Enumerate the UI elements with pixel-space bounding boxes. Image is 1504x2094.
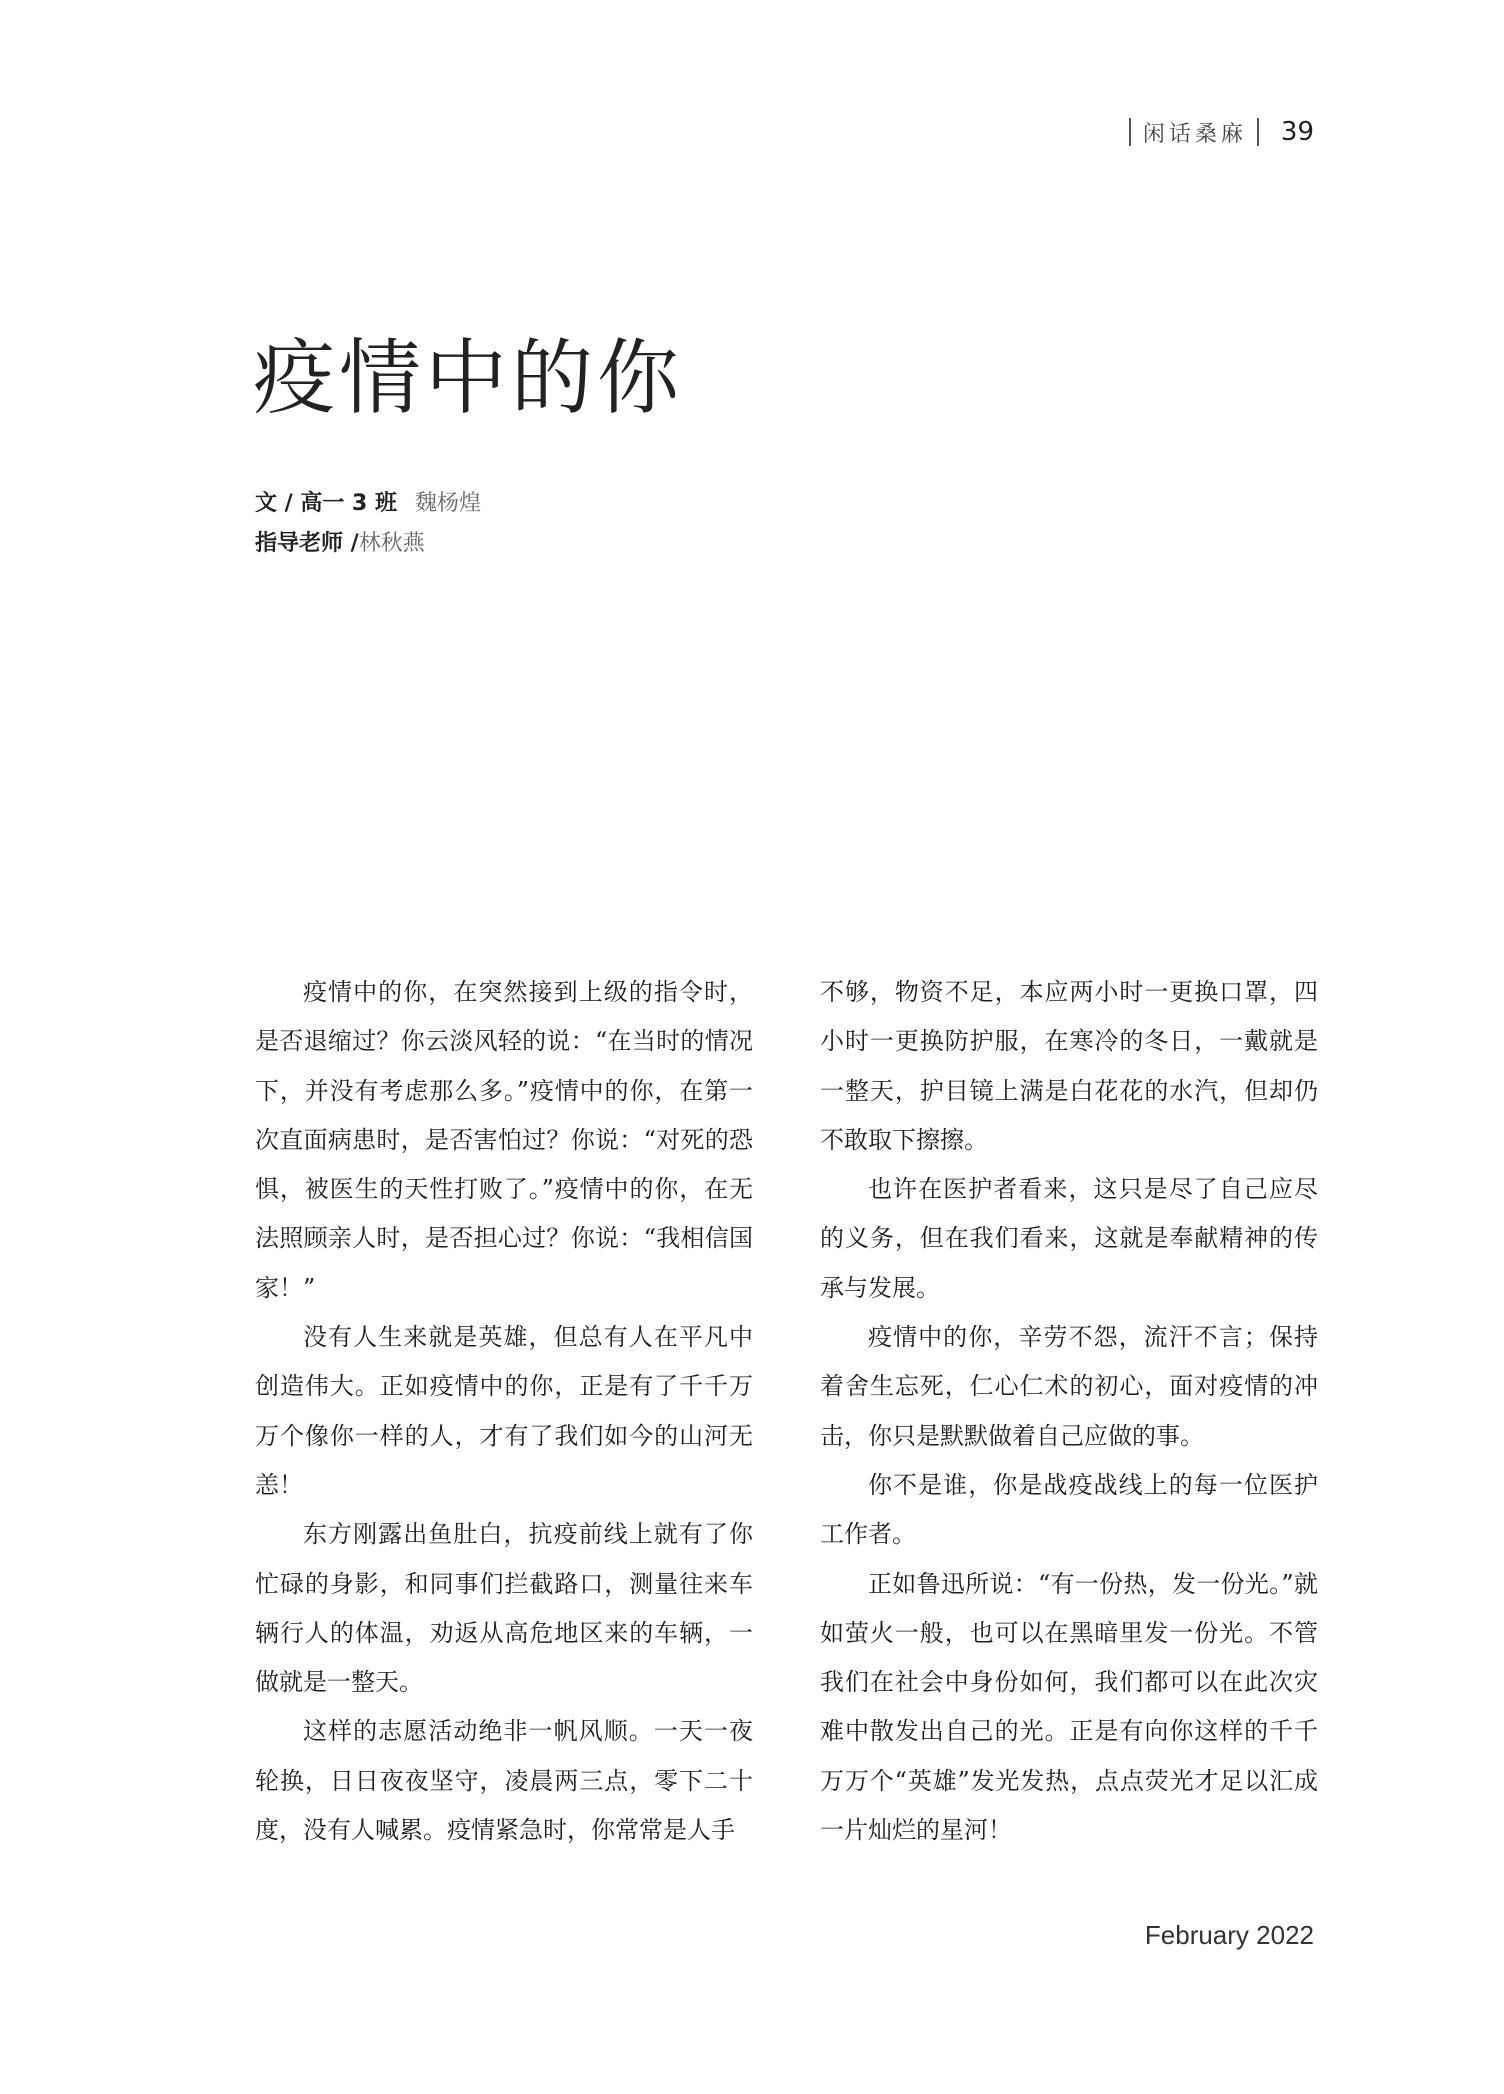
paragraph-continuation: 不够，物资不足，本应两小时一更换口罩，四小时一更换防护服，在寒冷的冬日，一戴就是一整天，护目镜上满是白花花的水汽，但却仍不敢取下擦擦。 bbox=[820, 978, 1318, 1154]
paragraph: 没有人生来就是英雄，但总有人在平凡中创造伟大。正如疫情中的你，正是有了千千万万个像你一样的人，才有了我们如今的山河无恙！ bbox=[255, 1323, 753, 1499]
running-header bbox=[1129, 112, 1314, 152]
paragraph: 正如鲁迅所说：“有一份热，发一份光。”就如萤火一般，也可以在黑暗里发一份光。不管我们在社会中身份如何，我们都可以在此次灾难中散发出自己的光。正是有向你这样的千千万万个“英雄”发光发热，点点荧光才足以汇成一片灿烂的星河！ bbox=[820, 1569, 1318, 1845]
section-name: 闲话桑麻 bbox=[1142, 121, 1247, 147]
paragraph: 你不是谁，你是战疫战线上的每一位医护工作者。 bbox=[820, 1470, 1318, 1549]
author-line bbox=[255, 484, 481, 524]
teacher-line bbox=[255, 524, 481, 564]
paragraph: 疫情中的你，辛劳不怨，流汗不言；保持着舍生忘死，仁心仁术的初心，面对疫情的冲击，你只是默默做着自己应做的事。 bbox=[820, 1323, 1318, 1450]
paragraph: 这样的志愿活动绝非一帆风顺。一天一夜轮换，日日夜夜坚守，凌晨两三点，零下二十度，没有人喊累。疫情紧急时，你常常是人手 bbox=[255, 1717, 753, 1845]
author-name: 魏杨煌 bbox=[414, 491, 481, 516]
header-divider-right bbox=[1257, 118, 1259, 146]
header-divider-left bbox=[1129, 118, 1131, 146]
issue-date: February 2022 bbox=[1144, 1920, 1314, 1950]
body-column-right bbox=[820, 968, 1318, 1855]
teacher-name: 林秋燕 bbox=[358, 531, 425, 556]
byline bbox=[255, 484, 481, 564]
article-title: 疫情中的你 bbox=[253, 331, 684, 426]
author-label: 文 / 高一 3 班 bbox=[255, 491, 397, 516]
paragraph: 东方刚露出鱼肚白，抗疫前线上就有了你忙碌的身影，和同事们拦截路口，测量往来车辆行人的体温，劝返从高危地区来的车辆，一做就是一整天。 bbox=[255, 1520, 753, 1697]
body-column-left bbox=[255, 968, 753, 1855]
teacher-label: 指导老师 / bbox=[255, 531, 359, 556]
page-number: 39 bbox=[1280, 117, 1314, 147]
paragraph: 也许在医护者看来，这只是尽了自己应尽的义务，但在我们看来，这就是奉献精神的传承与发展。 bbox=[820, 1175, 1318, 1302]
paragraph: 疫情中的你，在突然接到上级的指令时，是否退缩过？你云淡风轻的说：“在当时的情况下，并没有考虑那么多。”疫情中的你，在第一次直面病患时，是否害怕过？你说：“对死的恐惧，被医生的天性打败了。”疫情中的你，在无法照顾亲人时，是否担心过？你说：“我相信国家！” bbox=[255, 978, 753, 1302]
